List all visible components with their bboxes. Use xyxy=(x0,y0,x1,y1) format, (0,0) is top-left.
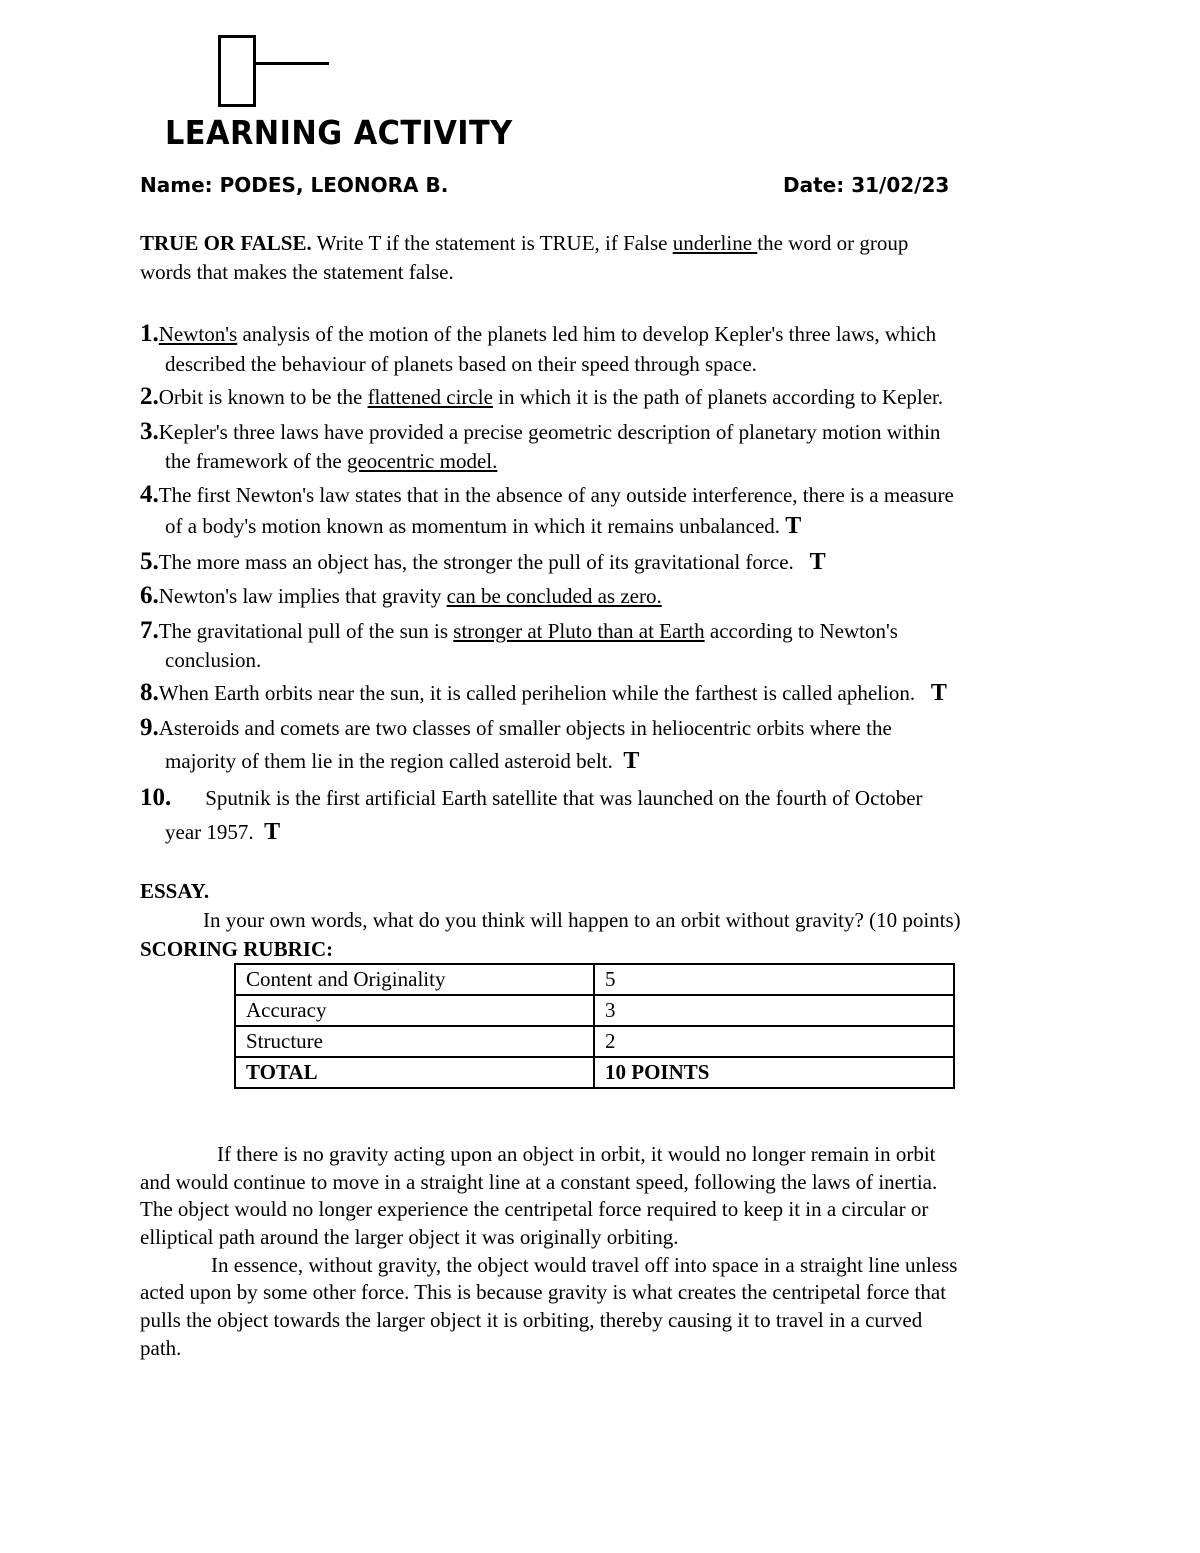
rubric-total-label: TOTAL xyxy=(235,1057,594,1088)
list-item-continuation: described the behaviour of planets based on their speed through space. xyxy=(165,352,757,376)
table-row xyxy=(235,1026,954,1057)
essay-answer-line: The object would no longer experience the centripetal force required to keep it in a circular or xyxy=(140,1197,929,1221)
list-item: 3.Kepler's three laws have provided a precise geometric description of planetary motion within xyxy=(140,418,941,445)
answer-mark: T xyxy=(785,513,802,539)
list-item-continuation: conclusion. xyxy=(165,648,262,672)
rubric-criterion: Structure xyxy=(235,1026,594,1057)
activity-date: Date: 31/02/23 xyxy=(783,173,950,197)
list-item: 1.Newton's analysis of the motion of the planets led him to develop Kepler's three laws, which xyxy=(140,320,937,347)
essay-question: In your own words, what do you think will happen to an orbit without gravity? (10 points) xyxy=(203,908,961,932)
essay-answer-line: pulls the object towards the larger object it is orbiting, thereby causing it to travel in a curved xyxy=(140,1308,923,1332)
list-item-continuation: the framework of the geocentric model. xyxy=(165,449,498,473)
list-item: 5.The more mass an object has, the stronger the pull of its gravitational force. T xyxy=(140,548,826,575)
rubric-total-points: 10 POINTS xyxy=(594,1057,954,1088)
rubric-criterion: Accuracy xyxy=(235,995,594,1026)
true-false-instructions-line2: words that makes the statement false. xyxy=(140,260,454,284)
essay-answer-line: acted upon by some other force. This is because gravity is what creates the centripetal force that xyxy=(140,1280,947,1304)
essay-answer-line: and would continue to move in a straight line at a constant speed, following the laws of inertia. xyxy=(140,1170,938,1194)
rubric-criterion: Content and Originality xyxy=(235,964,594,995)
table-row-total xyxy=(235,1057,954,1088)
list-item: 6.Newton's law implies that gravity can be concluded as zero. xyxy=(140,582,662,609)
scoring-rubric-table xyxy=(234,963,955,1089)
true-false-heading: TRUE OR FALSE. xyxy=(140,231,312,255)
logo-title: LEARNING ACTIVITY xyxy=(165,113,513,152)
student-name: Name: PODES, LEONORA B. xyxy=(140,173,449,197)
essay-answer-line: elliptical path around the larger object it was originally orbiting. xyxy=(140,1225,679,1249)
answer-mark: T xyxy=(809,549,826,575)
list-item-continuation: majority of them lie in the region called asteroid belt. T xyxy=(165,748,640,774)
logo-line-graphic xyxy=(256,62,329,65)
list-item: 8.When Earth orbits near the sun, it is called perihelion while the farthest is called aphelion. T xyxy=(140,679,947,706)
list-item: 4.The first Newton's law states that in the absence of any outside interference, there is a measure xyxy=(140,481,954,508)
list-item: 9.Asteroids and comets are two classes of smaller objects in heliocentric orbits where the xyxy=(140,714,892,741)
essay-answer-line: path. xyxy=(140,1336,182,1360)
answer-mark: T xyxy=(930,680,947,706)
rubric-heading: SCORING RUBRIC: xyxy=(140,937,334,961)
essay-answer-line: If there is no gravity acting upon an object in orbit, it would no longer remain in orbit xyxy=(217,1142,936,1166)
list-item: 7.The gravitational pull of the sun is stronger at Pluto than at Earth according to Newton's xyxy=(140,617,898,644)
list-item-continuation: of a body's motion known as momentum in which it remains unbalanced. T xyxy=(165,513,802,539)
rubric-points: 2 xyxy=(594,1026,954,1057)
true-false-instructions: TRUE OR FALSE. Write T if the statement is TRUE, if False underline the word or group xyxy=(140,231,909,255)
table-row xyxy=(235,964,954,995)
rubric-points: 5 xyxy=(594,964,954,995)
answer-mark: T xyxy=(264,819,281,845)
essay-heading: ESSAY. xyxy=(140,879,210,903)
rubric-points: 3 xyxy=(594,995,954,1026)
table-row xyxy=(235,995,954,1026)
answer-mark: T xyxy=(623,748,640,774)
list-item: 2.Orbit is known to be the flattened circle in which it is the path of planets according to Kepler. xyxy=(140,383,944,410)
list-item-continuation: year 1957. T xyxy=(165,819,281,845)
logo-box-graphic xyxy=(218,35,256,107)
list-item: 10. Sputnik is the first artificial Earth satellite that was launched on the fourth of October xyxy=(140,784,923,811)
essay-answer-line: In essence, without gravity, the object would travel off into space in a straight line unless xyxy=(211,1253,958,1277)
